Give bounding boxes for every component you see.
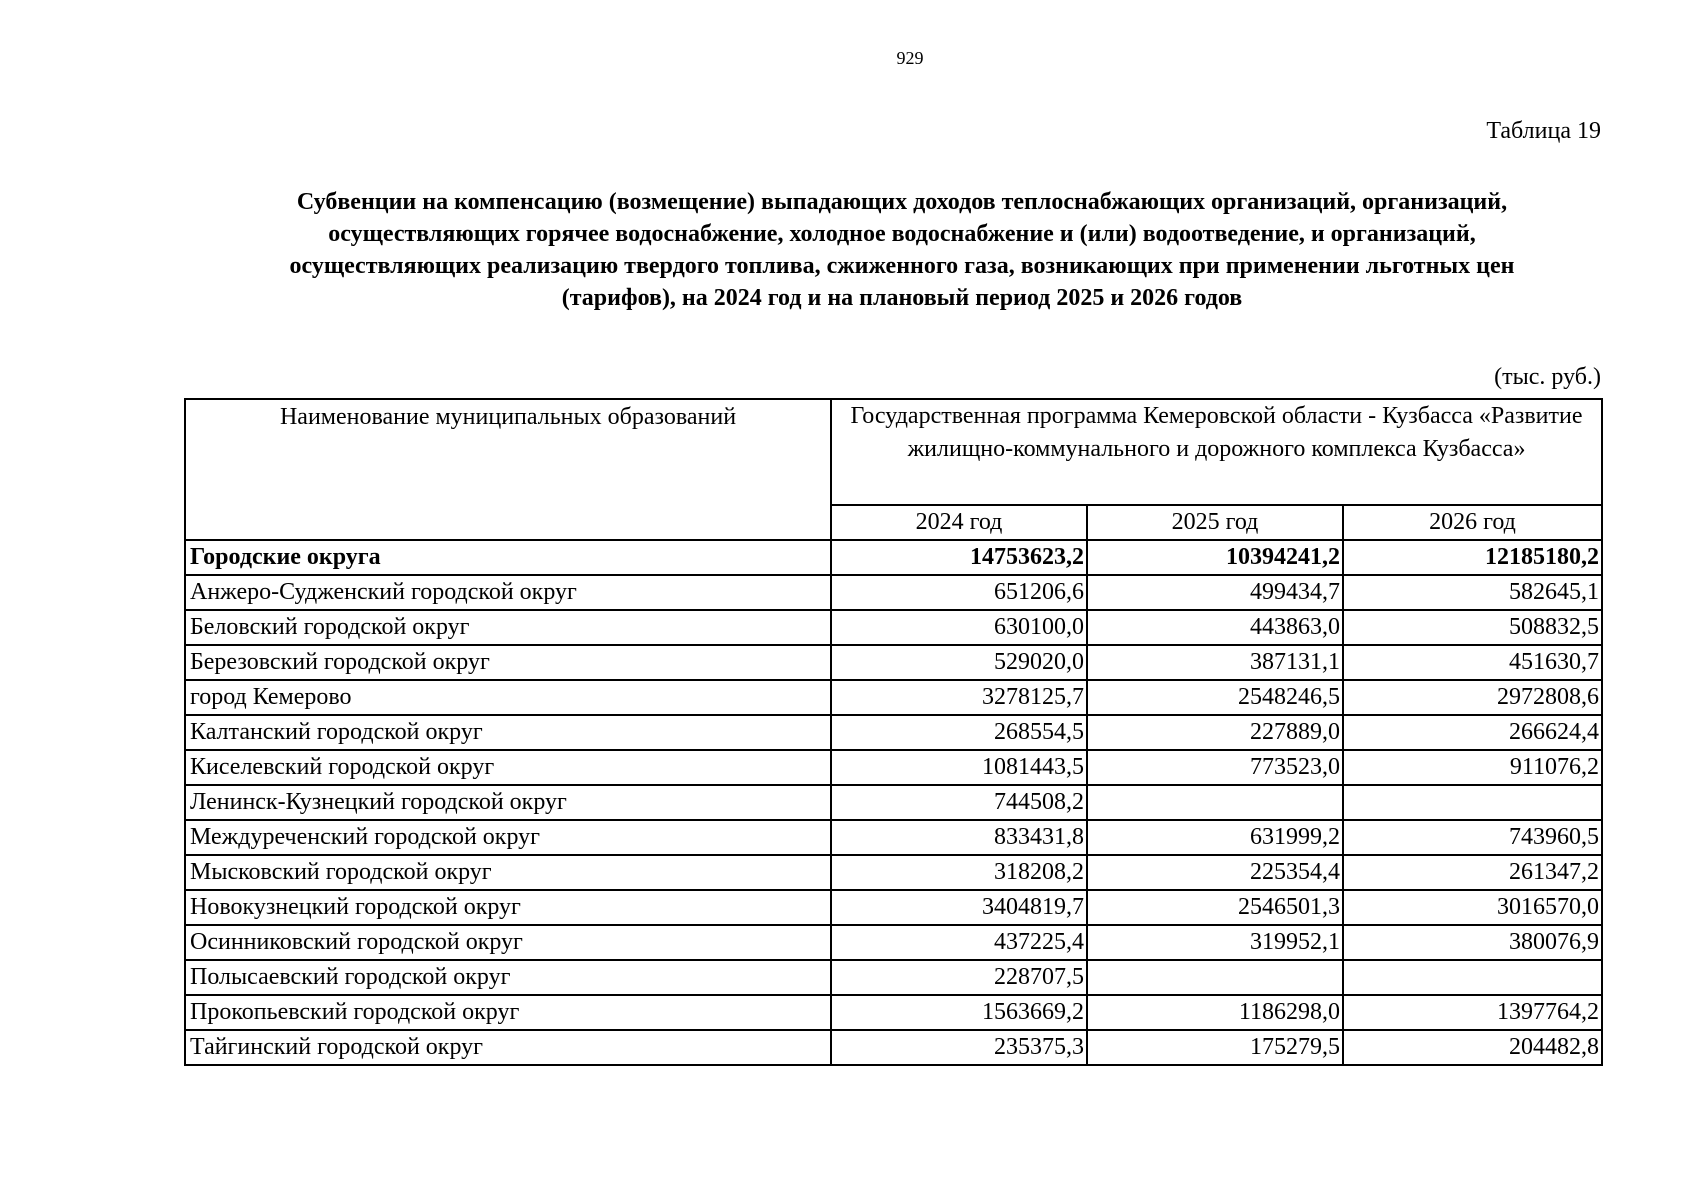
- title-line: осуществляющих горячее водоснабжение, холодное водоснабжение и (или) водоотведение, и организаций,: [328, 221, 1476, 247]
- value-cell-2025: 2546501,3: [1087, 890, 1343, 925]
- value-cell-2024: 318208,2: [831, 855, 1087, 890]
- value-cell-2025: [1087, 785, 1343, 820]
- value-cell-2025: [1087, 960, 1343, 995]
- table-row: [185, 1030, 1602, 1065]
- value-cell-2025: 175279,5: [1087, 1030, 1343, 1065]
- total-row-value-2026: 12185180,2: [1343, 540, 1602, 575]
- table-row: [185, 960, 1602, 995]
- value-cell-2025: 1186298,0: [1087, 995, 1343, 1030]
- units-label: (тыс. руб.): [1494, 364, 1601, 390]
- table-row: [185, 925, 1602, 960]
- value-cell-2024: 529020,0: [831, 645, 1087, 680]
- municipality-name-cell: Калтанский городской округ: [185, 715, 831, 750]
- value-cell-2026: 2972808,6: [1343, 680, 1602, 715]
- value-cell-2026: 743960,5: [1343, 820, 1602, 855]
- subventions-table: [184, 398, 1603, 1066]
- table-row: [185, 715, 1602, 750]
- municipality-name-cell: Беловский городской округ: [185, 610, 831, 645]
- total-row: [185, 540, 1602, 575]
- value-cell-2026: 3016570,0: [1343, 890, 1602, 925]
- value-cell-2024: 630100,0: [831, 610, 1087, 645]
- title-line: (тарифов), на 2024 год и на плановый период 2025 и 2026 годов: [561, 285, 1243, 311]
- municipality-name-cell: Тайгинский городской округ: [185, 1030, 831, 1065]
- table-header-row: [185, 399, 1602, 505]
- value-cell-2026: 451630,7: [1343, 645, 1602, 680]
- municipality-name-cell: Киселевский городской округ: [185, 750, 831, 785]
- value-cell-2024: 3404819,7: [831, 890, 1087, 925]
- value-cell-2024: 437225,4: [831, 925, 1087, 960]
- municipality-name-cell: Новокузнецкий городской округ: [185, 890, 831, 925]
- value-cell-2026: 266624,4: [1343, 715, 1602, 750]
- program-column-header: Государственная программа Кемеровской области - Кузбасса «Развитие жилищно-коммунального и дорожного комплекса Кузбасса»: [831, 399, 1602, 505]
- value-cell-2025: 499434,7: [1087, 575, 1343, 610]
- value-cell-2024: 833431,8: [831, 820, 1087, 855]
- value-cell-2025: 225354,4: [1087, 855, 1343, 890]
- total-row-name: Городские округа: [185, 540, 831, 575]
- value-cell-2024: 1081443,5: [831, 750, 1087, 785]
- table-row: [185, 645, 1602, 680]
- table-row: [185, 750, 1602, 785]
- table-number: Таблица 19: [1486, 118, 1601, 144]
- table-row: [185, 680, 1602, 715]
- table-row: [185, 575, 1602, 610]
- value-cell-2026: [1343, 785, 1602, 820]
- municipality-name-cell: Анжеро-Судженский городской округ: [185, 575, 831, 610]
- municipality-name-cell: город Кемерово: [185, 680, 831, 715]
- municipality-name-cell: Березовский городской округ: [185, 645, 831, 680]
- value-cell-2024: 268554,5: [831, 715, 1087, 750]
- value-cell-2026: 261347,2: [1343, 855, 1602, 890]
- value-cell-2024: 651206,6: [831, 575, 1087, 610]
- value-cell-2025: 2548246,5: [1087, 680, 1343, 715]
- value-cell-2026: 204482,8: [1343, 1030, 1602, 1065]
- year-header-2026: 2026 год: [1343, 505, 1602, 540]
- value-cell-2026: 911076,2: [1343, 750, 1602, 785]
- table-row: [185, 610, 1602, 645]
- table-row: [185, 855, 1602, 890]
- municipality-name-cell: Междуреченский городской округ: [185, 820, 831, 855]
- value-cell-2026: 582645,1: [1343, 575, 1602, 610]
- value-cell-2025: 227889,0: [1087, 715, 1343, 750]
- municipality-name-cell: Полысаевский городской округ: [185, 960, 831, 995]
- total-row-value-2024: 14753623,2: [831, 540, 1087, 575]
- municipality-name-cell: Осинниковский городской округ: [185, 925, 831, 960]
- value-cell-2026: [1343, 960, 1602, 995]
- page-number: 929: [896, 48, 924, 68]
- value-cell-2024: 1563669,2: [831, 995, 1087, 1030]
- document-title: [196, 186, 1608, 314]
- value-cell-2026: 508832,5: [1343, 610, 1602, 645]
- value-cell-2024: 228707,5: [831, 960, 1087, 995]
- value-cell-2024: 235375,3: [831, 1030, 1087, 1065]
- value-cell-2025: 319952,1: [1087, 925, 1343, 960]
- value-cell-2025: 443863,0: [1087, 610, 1343, 645]
- value-cell-2024: 3278125,7: [831, 680, 1087, 715]
- value-cell-2024: 744508,2: [831, 785, 1087, 820]
- municipality-name-cell: Ленинск-Кузнецкий городской округ: [185, 785, 831, 820]
- table-row: [185, 820, 1602, 855]
- total-row-value-2025: 10394241,2: [1087, 540, 1343, 575]
- value-cell-2025: 773523,0: [1087, 750, 1343, 785]
- municipality-column-header: Наименование муниципальных образований: [185, 399, 831, 540]
- year-header-2024: 2024 год: [831, 505, 1087, 540]
- table-row: [185, 890, 1602, 925]
- municipality-name-cell: Мысковский городской округ: [185, 855, 831, 890]
- table-row: [185, 785, 1602, 820]
- table-body: [185, 540, 1602, 1065]
- table-row: [185, 995, 1602, 1030]
- year-header-2025: 2025 год: [1087, 505, 1343, 540]
- value-cell-2025: 631999,2: [1087, 820, 1343, 855]
- municipality-name-cell: Прокопьевский городской округ: [185, 995, 831, 1030]
- title-line: осуществляющих реализацию твердого топлива, сжиженного газа, возникающих при применении льготных цен: [289, 253, 1515, 279]
- value-cell-2026: 380076,9: [1343, 925, 1602, 960]
- value-cell-2025: 387131,1: [1087, 645, 1343, 680]
- value-cell-2026: 1397764,2: [1343, 995, 1602, 1030]
- title-line: Субвенции на компенсацию (возмещение) выпадающих доходов теплоснабжающих организаций, организаций,: [296, 189, 1508, 215]
